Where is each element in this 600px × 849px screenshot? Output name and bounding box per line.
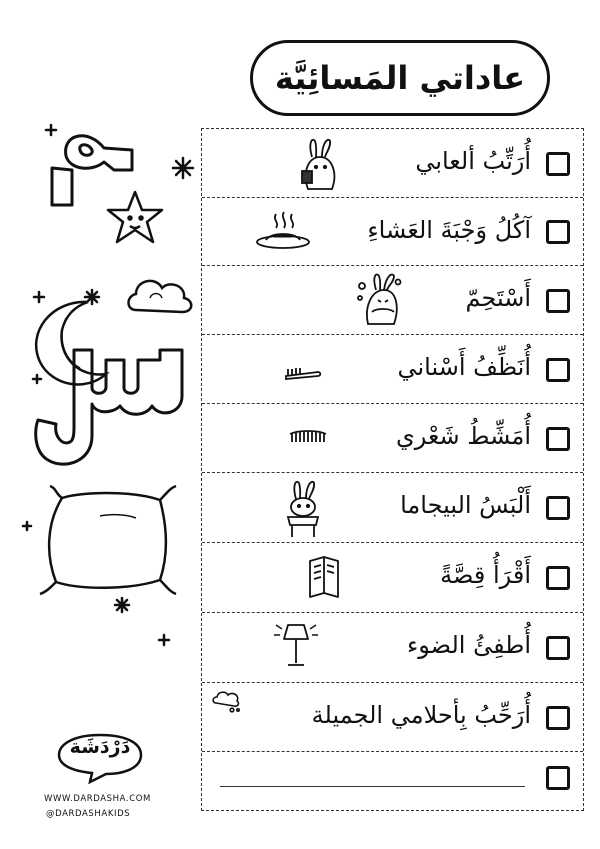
list-item bbox=[202, 683, 583, 752]
bunny-bathing-icon bbox=[354, 272, 404, 328]
dinner-plate-icon bbox=[254, 210, 312, 252]
toothbrush-icon bbox=[284, 367, 322, 381]
list-item bbox=[202, 129, 583, 198]
brand-logo bbox=[56, 732, 144, 784]
bunny-with-toy-icon bbox=[298, 137, 342, 191]
page-title: عاداتي المَسائِيَّة bbox=[274, 59, 526, 97]
book-icon bbox=[306, 555, 342, 601]
brand-logo-text: دَرْدَشَة bbox=[69, 736, 131, 758]
decorative-drawings bbox=[0, 0, 200, 720]
list-item-label: أُطفِئُ الضوء bbox=[406, 631, 531, 659]
list-item-label: أُنَظِّفُ أَسْناني bbox=[397, 353, 531, 381]
social-handle[interactable]: @DARDASHAKIDS bbox=[46, 809, 131, 819]
list-item bbox=[202, 198, 583, 266]
list-item-label: آكُلُ وَجْبَةَ العَشاءِ bbox=[367, 216, 531, 244]
routine-checklist bbox=[201, 128, 584, 811]
checkbox[interactable] bbox=[546, 566, 570, 590]
checkbox[interactable] bbox=[546, 289, 570, 313]
list-item bbox=[202, 613, 583, 683]
smiling-star-icon bbox=[108, 192, 162, 242]
letter-seen-outline bbox=[36, 350, 182, 464]
sparkle-icons bbox=[23, 125, 193, 645]
checkbox[interactable] bbox=[546, 636, 570, 660]
bunny-pajamas-icon bbox=[282, 477, 322, 539]
list-item-blank bbox=[202, 752, 583, 810]
write-in-line[interactable] bbox=[220, 786, 525, 787]
checkbox[interactable] bbox=[546, 766, 570, 790]
list-item-label: أُرَحِّبُ بِأحلامي الجميلة bbox=[311, 701, 531, 729]
letter-meem-outline bbox=[52, 136, 132, 205]
list-item-label: أَلْبَسُ البيجاما bbox=[400, 491, 531, 519]
title-banner bbox=[250, 40, 550, 116]
list-item bbox=[202, 473, 583, 543]
checkbox[interactable] bbox=[546, 220, 570, 244]
checkbox[interactable] bbox=[546, 152, 570, 176]
checkbox[interactable] bbox=[546, 427, 570, 451]
website-url[interactable]: WWW.DARDASHA.COM bbox=[44, 794, 151, 804]
list-item-label: أَقْرَأُ قِصَّةً bbox=[440, 561, 531, 589]
list-item bbox=[202, 404, 583, 473]
list-item-label: أَسْتَحِمّ bbox=[465, 284, 531, 312]
list-item-label: أُرَتِّبُ ألعابي bbox=[415, 147, 531, 175]
list-item bbox=[202, 266, 583, 335]
list-item bbox=[202, 543, 583, 613]
lamp-icon bbox=[272, 619, 320, 671]
cloud-icon bbox=[129, 281, 192, 312]
pillow-icon bbox=[40, 486, 176, 594]
checkbox[interactable] bbox=[546, 358, 570, 382]
comb-icon bbox=[288, 428, 328, 446]
crescent-moon-icon bbox=[36, 302, 106, 385]
dream-cloud-icon bbox=[212, 689, 242, 713]
checkbox[interactable] bbox=[546, 496, 570, 520]
list-item bbox=[202, 335, 583, 404]
list-item-label: أُمَشِّطُ شَعْري bbox=[395, 422, 531, 450]
checkbox[interactable] bbox=[546, 706, 570, 730]
